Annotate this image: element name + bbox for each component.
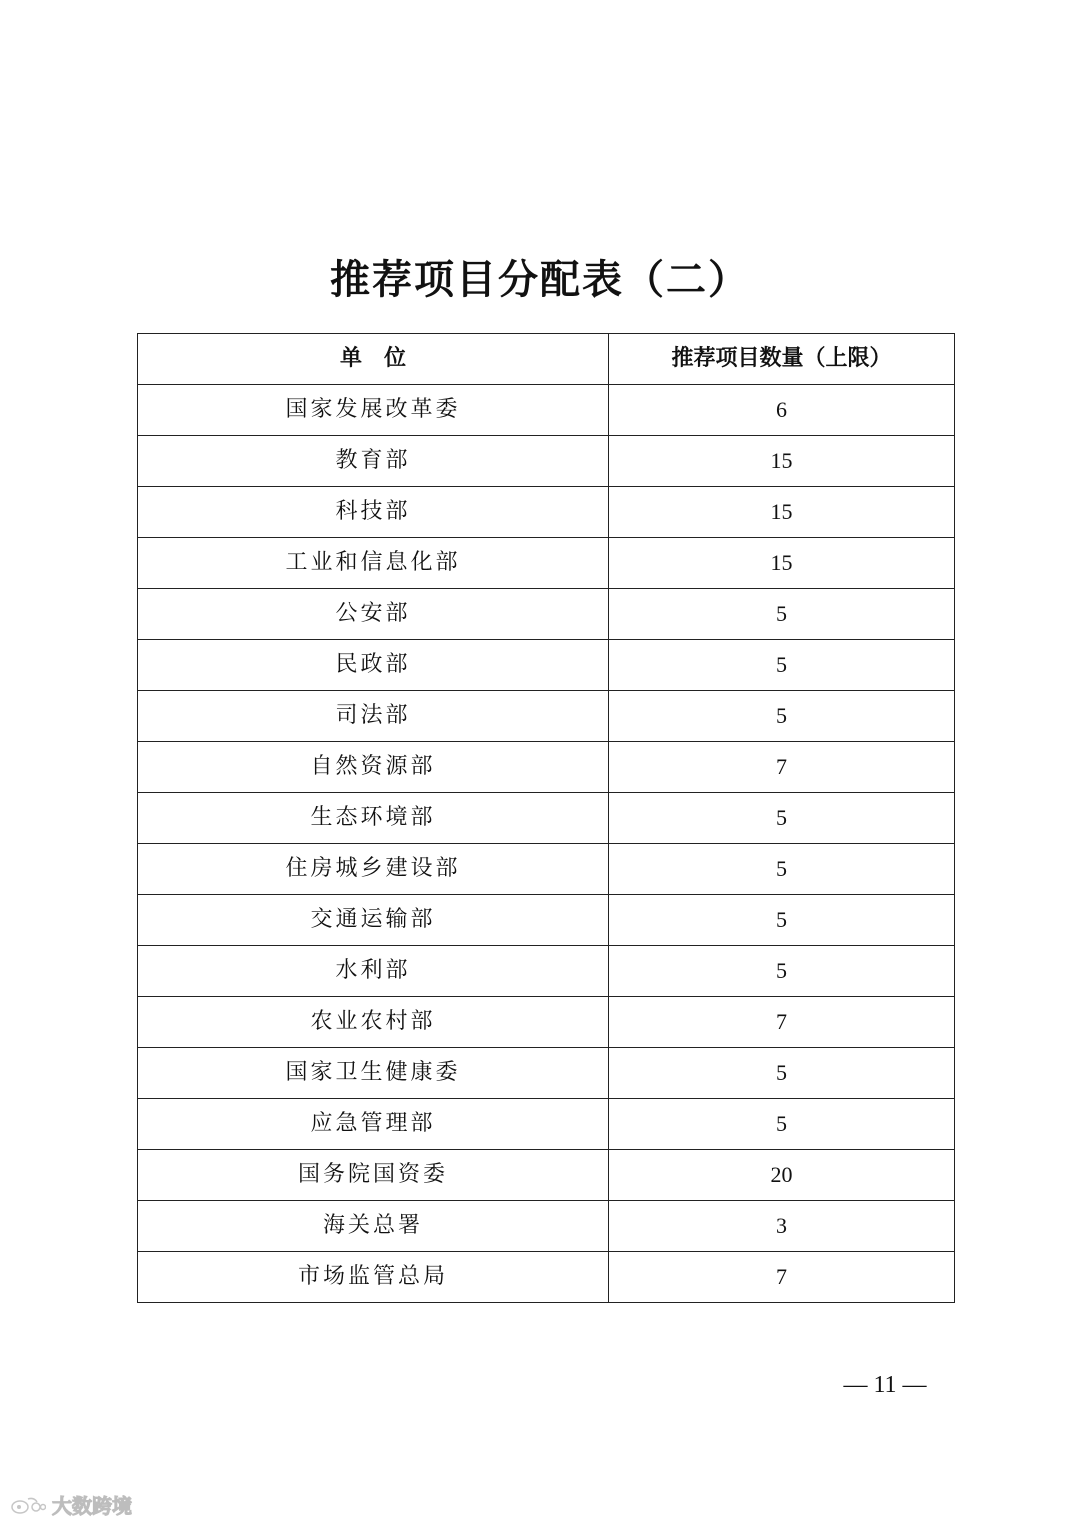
table-row <box>138 742 955 793</box>
table-header-row <box>138 334 955 385</box>
unit-cell: 国家卫生健康委 <box>138 1048 609 1099</box>
unit-cell: 海关总署 <box>138 1201 609 1252</box>
count-cell: 15 <box>609 436 955 487</box>
weibo-logo-icon <box>10 1495 46 1515</box>
unit-cell: 司法部 <box>138 691 609 742</box>
table-row <box>138 538 955 589</box>
page-number: — 11 — <box>843 1372 927 1398</box>
column-header-count: 推荐项目数量（上限） <box>609 334 955 385</box>
count-cell: 7 <box>609 742 955 793</box>
unit-cell: 市场监管总局 <box>138 1252 609 1303</box>
table-row <box>138 997 955 1048</box>
table-row <box>138 1150 955 1201</box>
table-row <box>138 640 955 691</box>
table-body <box>138 385 955 1303</box>
count-cell: 5 <box>609 640 955 691</box>
table-row <box>138 946 955 997</box>
table-row <box>138 793 955 844</box>
count-cell: 3 <box>609 1201 955 1252</box>
table-row <box>138 1252 955 1303</box>
unit-cell: 科技部 <box>138 487 609 538</box>
watermark-text: 大数跨境 <box>52 1494 132 1518</box>
table-row <box>138 691 955 742</box>
unit-cell: 国家发展改革委 <box>138 385 609 436</box>
count-cell: 5 <box>609 589 955 640</box>
count-cell: 5 <box>609 1048 955 1099</box>
watermark <box>10 1490 132 1519</box>
count-cell: 15 <box>609 538 955 589</box>
table-row <box>138 1048 955 1099</box>
unit-cell: 自然资源部 <box>138 742 609 793</box>
count-cell: 5 <box>609 691 955 742</box>
count-cell: 5 <box>609 946 955 997</box>
unit-cell: 水利部 <box>138 946 609 997</box>
table-row <box>138 589 955 640</box>
count-cell: 15 <box>609 487 955 538</box>
unit-cell: 国务院国资委 <box>138 1150 609 1201</box>
table-row <box>138 487 955 538</box>
table-row <box>138 1099 955 1150</box>
table-row <box>138 1201 955 1252</box>
unit-cell: 交通运输部 <box>138 895 609 946</box>
allocation-table <box>137 333 955 1303</box>
unit-cell: 民政部 <box>138 640 609 691</box>
unit-cell: 生态环境部 <box>138 793 609 844</box>
count-cell: 5 <box>609 793 955 844</box>
column-header-unit: 单 位 <box>138 334 609 385</box>
count-cell: 5 <box>609 844 955 895</box>
count-cell: 7 <box>609 997 955 1048</box>
page-title: 推荐项目分配表（二） <box>330 256 750 303</box>
count-cell: 20 <box>609 1150 955 1201</box>
unit-cell: 住房城乡建设部 <box>138 844 609 895</box>
unit-cell: 应急管理部 <box>138 1099 609 1150</box>
unit-cell: 农业农村部 <box>138 997 609 1048</box>
unit-cell: 工业和信息化部 <box>138 538 609 589</box>
count-cell: 6 <box>609 385 955 436</box>
count-cell: 5 <box>609 1099 955 1150</box>
count-cell: 7 <box>609 1252 955 1303</box>
unit-cell: 教育部 <box>138 436 609 487</box>
unit-cell: 公安部 <box>138 589 609 640</box>
table-row <box>138 436 955 487</box>
table-row <box>138 385 955 436</box>
table-row <box>138 844 955 895</box>
table-row <box>138 895 955 946</box>
count-cell: 5 <box>609 895 955 946</box>
